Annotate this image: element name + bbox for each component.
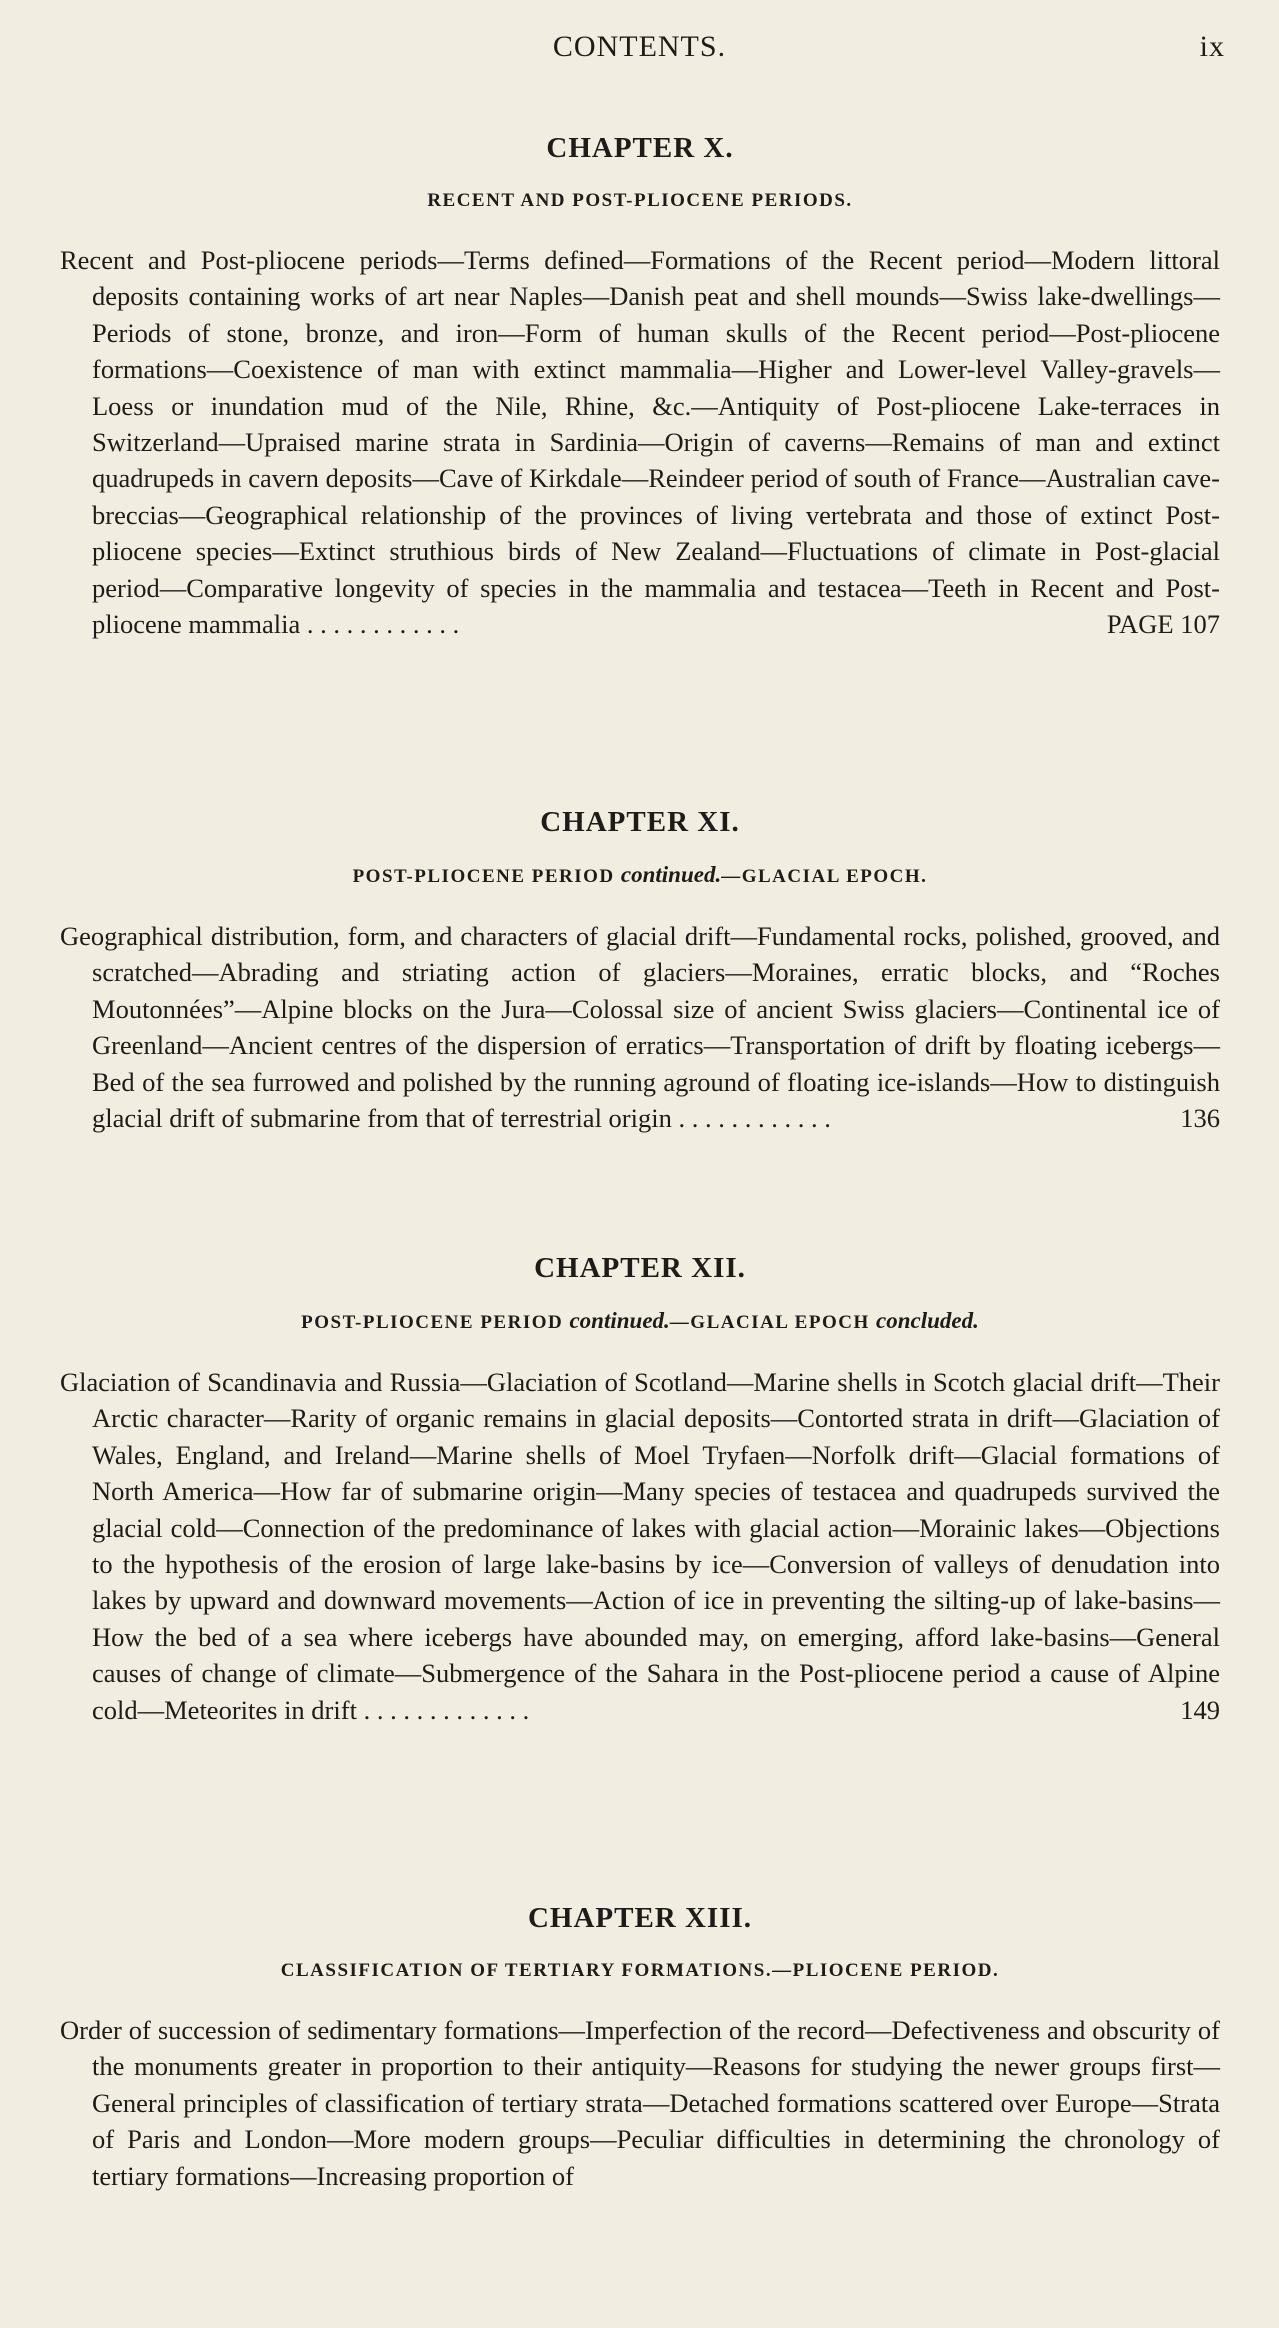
chapter-number: CHAPTER X. [546,132,734,164]
chapter-summary [60,918,1220,1136]
summary-text: Recent and Post-pliocene periods—Terms defined—Formations of the Recent period—Modern littoral deposits containing works of art near Naples—Danish peat and shell mounds—Swiss lake-dwellings—Periods of stone, bronze, and iron—Form of human skulls of the Recent period—Post-pliocene formations—Coexistence of man with extinct mammalia—Higher and Lower-level Valley-gravels—Loess or inundation mud of the Nile, Rhine, &c.—Antiquity of Post-pliocene Lake-terraces in Switzerland—Upraised marine strata in Sardinia—Origin of caverns—Remains of man and extinct quadrupeds in cavern deposits—Cave of Kirkdale—Reindeer period of south of France—Australian cave-breccias—Geographical relationship of the provinces of living vertebrata and those of extinct Post-pliocene species—Extinct struthious birds of New Zealand—Fluctuations of climate in Post-glacial period—Comparative longevity of species in the mammalia and testacea—Teeth in Recent and Post-pliocene mammalia [60,245,1220,640]
chapter-xii [60,1250,1220,1728]
chapter-summary [60,1364,1220,1728]
page-reference: 136 [1180,1103,1220,1134]
chapter-number: CHAPTER XI. [540,806,740,838]
summary-text: Glaciation of Scandinavia and Russia—Glaciation of Scotland—Marine shells in Scotch glacial drift—Their Arctic character—Rarity of organic remains in glacial deposits—Contorted strata in drift—Glaciation of Wales, England, and Ireland—Marine shells of Moel Tryfaen—Norfolk drift—Glacial formations of North America—How far of submarine origin—Many species of testacea and quadrupeds survived the glacial cold—Connection of the predominance of lakes with glacial action—Morainic lakes—Objections to the hypothesis of the erosion of large lake-basins by ice—Conversion of valleys of denudation into lakes by upward and downward movements—Action of ice in preventing the silting-up of lake-basins—How the bed of a sea where icebergs have abounded may, on emerging, afford lake-basins—General causes of change of climate—Submergence of the Sahara in the Post-pliocene period a cause of Alpine cold—Meteorites in drift [60,1367,1220,1725]
running-head [0,30,1279,70]
chapter-heading [60,862,1220,890]
heading-part: —GLACIAL EPOCH [669,1312,876,1333]
page-reference: PAGE 107 [1106,609,1220,640]
running-title: CONTENTS. [552,30,727,63]
chapter-summary [60,2012,1220,2194]
heading-part: —GLACIAL EPOCH. [721,866,928,887]
heading-part-italic: continued. [620,862,722,887]
chapter-xiii [60,1900,1220,2194]
heading-part: POST-PLIOCENE PERIOD [301,1312,570,1333]
dot-leader: . . . . . . . . . . . . [671,1103,831,1134]
chapter-xi [60,804,1220,1136]
page-number: ix [1199,30,1225,63]
chapter-summary [60,242,1220,642]
chapter-number: CHAPTER XIII. [527,1902,753,1934]
dot-leader: . . . . . . . . . . . . . [356,1694,530,1725]
chapter-number: CHAPTER XII. [534,1252,746,1284]
heading-part-italic: concluded. [876,1308,979,1333]
heading-part: POST-PLIOCENE PERIOD [352,866,621,887]
summary-text: Geographical distribution, form, and characters of glacial drift—Fundamental rocks, polished, grooved, and scratched—Abrading and striating action of glaciers—Moraines, erratic blocks, and “Roches Moutonnées”—Alpine blocks on the Jura—Colossal size of ancient Swiss glaciers—Continental ice of Greenland—Ancient centres of the dispersion of erratics—Transportation of drift by floating icebergs—Bed of the sea furrowed and polished by the running aground of floating ice-islands—How to distinguish glacial drift of submarine from that of terrestrial origin [60,921,1220,1134]
chapter-heading [60,1308,1220,1336]
chapter-heading: RECENT AND POST-PLIOCENE PERIODS. [427,190,853,211]
page-reference: 149 [1180,1694,1220,1725]
summary-text: Order of succession of sedimentary formations—Imperfection of the record—Defectiveness and obscurity of the monuments greater in proportion to their antiquity—Reasons for studying the newer groups first—General principles of classification of tertiary strata—Detached formations scattered over Europe—Strata of Paris and London—More modern groups—Peculiar difficulties in determining the chronology of tertiary formations—Increasing proportion of [60,2015,1220,2191]
chapter-x [60,130,1220,642]
heading-part-italic: continued. [569,1308,670,1333]
chapter-heading: CLASSIFICATION OF TERTIARY FORMATIONS.—PLIOCENE PERIOD. [280,1960,1000,1981]
dot-leader: . . . . . . . . . . . . [300,609,460,640]
